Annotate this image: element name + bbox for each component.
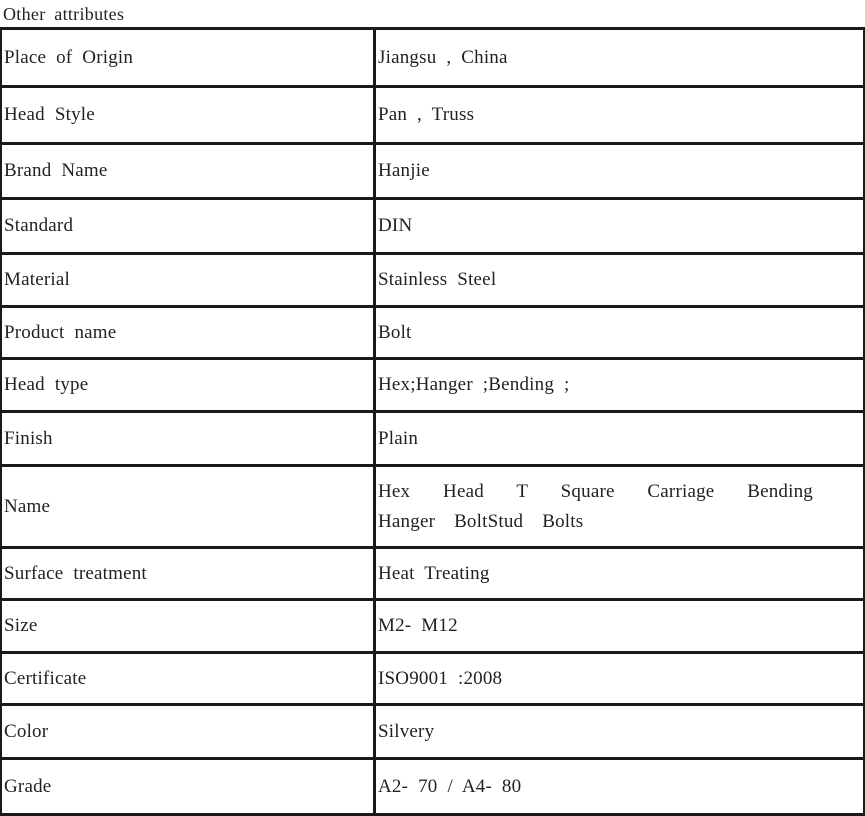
table-row [1,359,864,412]
attribute-label: Standard [1,199,375,254]
table-row [1,254,864,307]
attribute-value: Hanjie [375,144,865,199]
attribute-label: Finish [1,412,375,466]
table-row [1,705,864,759]
table-row [1,29,864,87]
attribute-value: ISO9001 :2008 [375,653,865,705]
attribute-value: Pan , Truss [375,87,865,144]
attribute-label: Head Style [1,87,375,144]
table-row [1,466,864,548]
attribute-label: Certificate [1,653,375,705]
table-row [1,548,864,600]
attribute-value: DIN [375,199,865,254]
table-row [1,199,864,254]
attribute-label: Color [1,705,375,759]
attribute-value: Heat Treating [375,548,865,600]
table-row [1,759,864,815]
attribute-label: Name [1,466,375,548]
attribute-label: Product name [1,307,375,359]
table-row [1,412,864,466]
attribute-label: Material [1,254,375,307]
table-row [1,144,864,199]
attribute-value: A2- 70 / A4- 80 [375,759,865,815]
attribute-label: Surface treatment [1,548,375,600]
attribute-value: Plain [375,412,865,466]
attribute-value: Silvery [375,705,865,759]
attribute-value: Hex;Hanger ;Bending ; [375,359,865,412]
attribute-label: Head type [1,359,375,412]
attribute-label: Brand Name [1,144,375,199]
attribute-value: Hex Head T Square Carriage Bending Hanger BoltStud Bolts [375,466,865,548]
attribute-label: Size [1,600,375,653]
attribute-value: M2- M12 [375,600,865,653]
attributes-table [0,27,865,816]
table-row [1,653,864,705]
attribute-label: Grade [1,759,375,815]
attribute-value: Bolt [375,307,865,359]
attribute-value: Stainless Steel [375,254,865,307]
table-row [1,600,864,653]
table-row [1,307,864,359]
attribute-value: Jiangsu , China [375,29,865,87]
attribute-label: Place of Origin [1,29,375,87]
table-row [1,87,864,144]
table-caption: Other attributes [3,4,125,24]
